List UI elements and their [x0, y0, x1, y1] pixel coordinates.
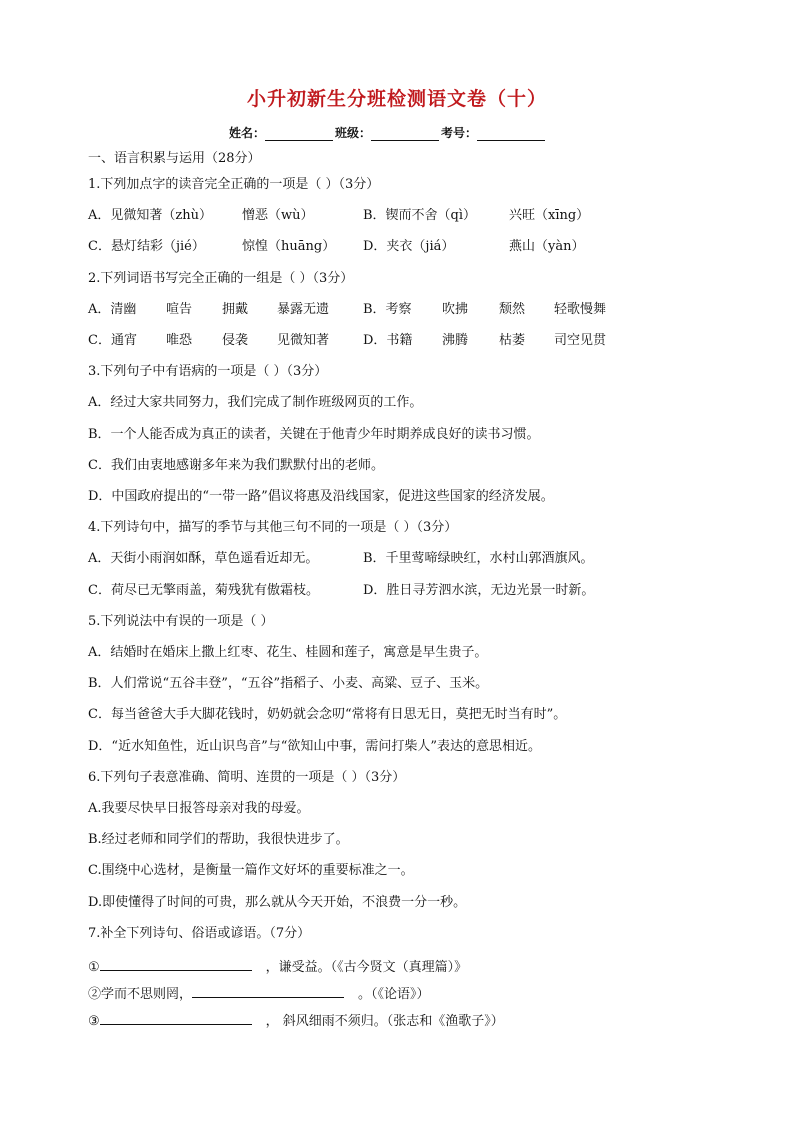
word: A．清幽	[88, 302, 137, 317]
option-b: B．千里莺啼绿映红，水村山郭酒旗风。	[363, 551, 594, 566]
word: 司空见贯	[554, 333, 607, 348]
word: 吹拂	[442, 302, 469, 317]
exam-number-label: 考号：	[441, 126, 478, 140]
section-heading: 一、语言积累与运用（28分）	[88, 151, 261, 166]
question-2-stem: 2.下列词语书写完全正确的一组是（ ）（3分）	[88, 271, 354, 286]
option-b: B．锲而不舍（qì）	[363, 208, 477, 223]
option-d: D．夹衣（jiá）	[363, 239, 455, 254]
word: 见微知著	[277, 333, 330, 348]
exam-number-blank[interactable]	[477, 128, 545, 141]
option-a: A.我要尽快早日报答母亲对我的母爱。	[88, 801, 310, 816]
question-7-stem: 7.补全下列诗句、俗语或谚语。（7分）	[88, 926, 311, 941]
word: D．书籍	[363, 333, 413, 348]
question-3-stem: 3.下列句子中有语病的一项是（ ）（3分）	[88, 364, 328, 379]
fill-suffix: ， 斜风细雨不须归。（张志和《渔歌子》）	[265, 1014, 504, 1029]
question-6-stem: 6.下列句子表意准确、简明、连贯的一项是（ ）（3分）	[88, 770, 406, 785]
fill-line-1	[88, 957, 467, 977]
fill-suffix: 。（《论语》）	[358, 987, 430, 1002]
word: 拥戴	[222, 302, 249, 317]
option-a: A．见微知著（zhù）	[88, 208, 212, 223]
option-c: C．悬灯结彩（jié）	[88, 239, 205, 254]
option-c: C．荷尽已无擎雨盖，菊残犹有傲霜枝。	[88, 583, 319, 598]
word: 轻歌慢舞	[554, 302, 607, 317]
option-b: B.经过老师和同学们的帮助，我很快进步了。	[88, 832, 349, 847]
word: 唯恐	[166, 333, 193, 348]
option-d: D.即使懂得了时间的可贵，那么就从今天开始，不浪费一分一秒。	[88, 895, 467, 910]
word: 喧告	[166, 302, 193, 317]
option-b: B．人们常说“五谷丰登”，“五谷”指稻子、小麦、高粱、豆子、玉米。	[88, 676, 489, 691]
exam-title: 小升初新生分班检测语文卷（十）	[246, 88, 547, 110]
question-4-stem: 4.下列诗句中，描写的季节与其他三句不同的一项是（ ）（3分）	[88, 520, 458, 535]
word: 暴露无遗	[277, 302, 330, 317]
option-c-word-2: 惊惶（huāng）	[242, 239, 336, 254]
option-a: A．天街小雨润如酥，草色遥看近却无。	[88, 551, 319, 566]
question-5-stem: 5.下列说法中有误的一项是（ ）	[88, 614, 274, 629]
option-a: A．结婚时在婚床上撒上红枣、花生、桂圆和莲子，寓意是早生贵子。	[88, 645, 488, 660]
student-info-row	[229, 124, 547, 141]
question-1-stem: 1.下列加点字的读音完全正确的一项是（ ）（3分）	[88, 177, 380, 192]
word: 侵袭	[222, 333, 249, 348]
answer-blank-1[interactable]	[100, 957, 252, 971]
option-d: D．胜日寻芳泗水滨，无边光景一时新。	[363, 583, 595, 598]
fill-prefix: ②学而不思则罔，	[88, 987, 193, 1002]
fill-line-2	[88, 984, 430, 1004]
option-b-word-2: 兴旺（xīng）	[509, 208, 590, 223]
name-label: 姓名：	[229, 126, 266, 140]
word: 沸腾	[442, 333, 469, 348]
fill-line-3	[88, 1011, 504, 1031]
option-a-word-2: 憎恶（wù）	[242, 208, 314, 223]
answer-blank-3[interactable]	[100, 1011, 252, 1025]
option-c: C．我们由衷地感谢多年来为我们默默付出的老师。	[88, 458, 384, 473]
option-a: A．经过大家共同努力，我们完成了制作班级网页的工作。	[88, 395, 423, 410]
option-d-word-2: 燕山（yàn）	[509, 239, 585, 254]
class-label: 班级：	[335, 126, 372, 140]
fill-prefix: ①	[88, 960, 100, 975]
option-c: C.围绕中心选材，是衡量一篇作文好坏的重要标准之一。	[88, 863, 414, 878]
fill-prefix: ③	[88, 1014, 100, 1029]
class-blank[interactable]	[371, 128, 439, 141]
word: B．考察	[363, 302, 412, 317]
name-blank[interactable]	[265, 128, 333, 141]
option-d: D．中国政府提出的“一带一路”倡议将惠及沿线国家，促进这些国家的经济发展。	[88, 489, 554, 504]
word: 颓然	[499, 302, 526, 317]
answer-blank-2[interactable]	[192, 984, 344, 998]
option-d: D．“近水知鱼性，近山识鸟音”与“欲知山中事，需问打柴人”表达的意思相近。	[88, 739, 542, 754]
fill-suffix: ，谦受益。（《古今贤文（真理篇）》	[265, 960, 468, 975]
option-b: B．一个人能否成为真正的读者，关键在于他青少年时期养成良好的读书习惯。	[88, 427, 540, 442]
option-c: C．每当爸爸大手大脚花钱时，奶奶就会念叨“常将有日思无日，莫把无时当有时”。	[88, 707, 567, 722]
word: C．通宵	[88, 333, 137, 348]
word: 枯萎	[499, 333, 526, 348]
